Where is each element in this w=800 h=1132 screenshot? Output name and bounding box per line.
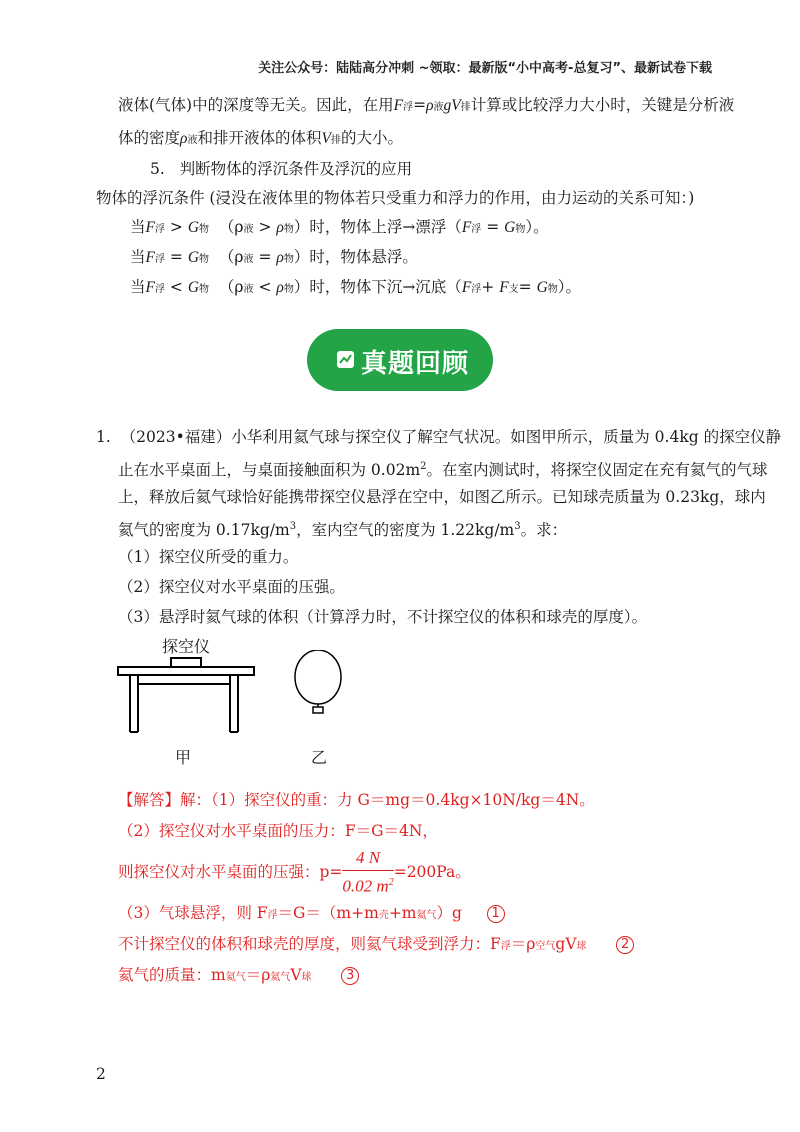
answer-line-5: 不计探空仪的体积和球壳的厚度，则氦气球受到浮力：F浮＝ρ空气gV球 2 — [118, 934, 634, 957]
figure-label-b: 乙 — [311, 748, 328, 767]
section-banner — [307, 329, 493, 391]
pressure-fraction: $\frac{4 N}{0.02 m^2}$ — [342, 847, 394, 896]
answer-line-4: （3）气球悬浮，则 F浮＝G＝（m+m壳+m氦气）g 1 — [118, 903, 505, 926]
float-condition: 物体的浮沉条件 (浸没在液体里的物体若只受重力和浮力的作用，由力运动的关系可知：) — [96, 189, 695, 207]
equation-mark-3: 3 — [341, 967, 359, 985]
problem-line-1: 1. （2023•福建）小华利用氦气球与探空仪了解空气状况。如图甲所示，质量为 0.4kg 的探空仪静 — [96, 428, 782, 446]
case-suspend: 当F浮 = G物 （ρ液 = ρ物）时，物体悬浮。 — [130, 248, 418, 266]
case-float: 当F浮 > G物 （ρ液 > ρ物）时，物体上浮→漂浮（F浮 = G物）。 — [130, 218, 549, 236]
answer-line-2: （2）探空仪对水平桌面的压力：F＝G＝4N， — [118, 822, 438, 840]
section-heading: 5. 判断物体的浮沉条件及浮沉的应用 — [150, 160, 413, 178]
problem-line-4: 氦气的密度为 $0.17kg/m^3$，室内空气的密度为 $1.22kg/m^3$。求： — [118, 521, 568, 540]
figure-diagram — [110, 650, 370, 740]
figure-label-a: 甲 — [175, 748, 192, 767]
case-sink: 当F浮 < G物 （ρ液 < ρ物）时，物体下沉→沉底（F浮+ F支= G物）。 — [130, 278, 582, 296]
intro-line-2: 体的密度ρ液和排开液体的体积V排的大小。 — [118, 129, 403, 147]
table-figure — [118, 658, 254, 732]
question-2: （2）探空仪对水平桌面的压强。 — [118, 578, 345, 596]
page-header: 关注公众号：陆陆高分冲刺 ~领取：最新版“小中高考-总复习”、最新试卷下载 — [258, 61, 712, 76]
intro-line-1: 液体(气体)中的深度等无关。因此，在用F浮=ρ液gV排计算或比较浮力大小时，关键是分析液 — [118, 96, 735, 114]
chart-icon — [337, 351, 354, 368]
page-number: 2 — [96, 1065, 106, 1083]
equation-mark-1: 1 — [487, 905, 505, 923]
problem-line-3: 上，释放后氦气球恰好能携带探空仪悬浮在空中，如图乙所示。已知球壳质量为 0.23kg，球内 — [118, 488, 766, 506]
banner-title: 真题回顾 — [361, 349, 470, 379]
answer-line-3: 则探空仪对水平桌面的压强：p= $\frac{4 N}{0.02 m^2}$ =200Pa。 — [118, 847, 471, 896]
balloon-figure — [295, 650, 341, 713]
question-3: （3）悬浮时氦气球的体积（计算浮力时，不计探空仪的体积和球壳的厚度）。 — [118, 608, 648, 626]
problem-line-2: 止在水平桌面上，与桌面接触面积为 $0.02m^2$。在室内测试时，将探空仪固定在充有氦气的气球 — [118, 461, 768, 480]
answer-line-6: 氦气的质量：m氦气＝ρ氦气V球 3 — [118, 965, 359, 988]
device-label: 探空仪 — [162, 637, 211, 656]
equation-mark-2: 2 — [616, 936, 634, 954]
answer-line-1: 【解答】解：（1）探空仪的重：力 G＝mg＝0.4kg×10N/kg＝4N。 — [118, 791, 595, 809]
question-1: （1）探空仪所受的重力。 — [118, 548, 299, 566]
